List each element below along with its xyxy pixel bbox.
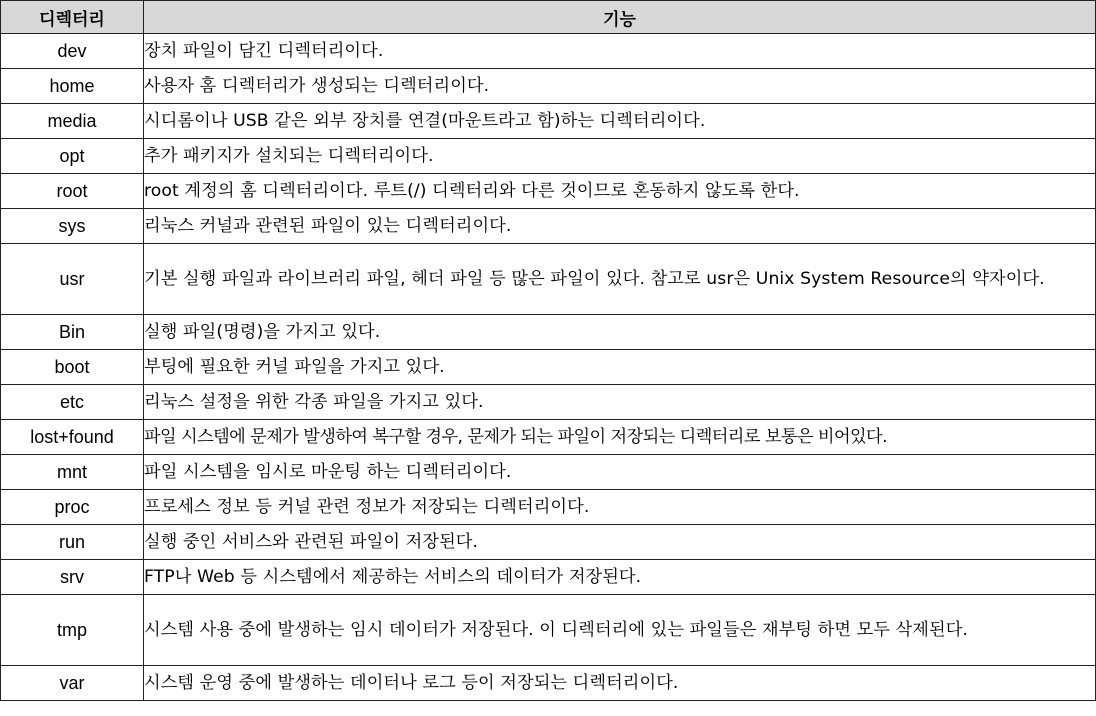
directory-description: 장치 파일이 담긴 디렉터리이다. [144,34,1096,69]
table-row [1,34,1096,69]
table-row [1,385,1096,420]
directory-description: 파일 시스템에 문제가 발생하여 복구할 경우, 문제가 되는 파일이 저장되는 디렉터리로 보통은 비어있다. [144,420,1096,455]
directory-name: root [1,174,144,209]
table-row [1,350,1096,385]
table-row [1,525,1096,560]
directory-description: 시스템 운영 중에 발생하는 데이터나 로그 등이 저장되는 디렉터리이다. [144,666,1096,701]
table-row [1,490,1096,525]
table-row [1,139,1096,174]
directory-description: 사용자 홈 디렉터리가 생성되는 디렉터리이다. [144,69,1096,104]
directory-name: media [1,104,144,139]
table-row [1,455,1096,490]
directory-description: 파일 시스템을 임시로 마운팅 하는 디렉터리이다. [144,455,1096,490]
directory-description: 시디롬이나 USB 같은 외부 장치를 연결(마운트라고 함)하는 디렉터리이다. [144,104,1096,139]
header-function: 기능 [144,1,1096,34]
directory-description: 추가 패키지가 설치되는 디렉터리이다. [144,139,1096,174]
directory-description: 부팅에 필요한 커널 파일을 가지고 있다. [144,350,1096,385]
table-row [1,104,1096,139]
directory-description: 프로세스 정보 등 커널 관련 정보가 저장되는 디렉터리이다. [144,490,1096,525]
directory-name: var [1,666,144,701]
directory-name: tmp [1,595,144,666]
table-row [1,666,1096,701]
directory-description: 실행 파일(명령)을 가지고 있다. [144,315,1096,350]
table-row [1,174,1096,209]
table-row [1,244,1096,315]
directory-name: srv [1,560,144,595]
directory-name: run [1,525,144,560]
table-row [1,69,1096,104]
table-row [1,209,1096,244]
directory-name: mnt [1,455,144,490]
directory-description: 리눅스 설정을 위한 각종 파일을 가지고 있다. [144,385,1096,420]
directory-name: usr [1,244,144,315]
table-row [1,420,1096,455]
directory-description: 기본 실행 파일과 라이브러리 파일, 헤더 파일 등 많은 파일이 있다. 참고로 usr은 Unix System Resource의 약자이다. [144,244,1096,315]
table-row [1,315,1096,350]
directory-name: boot [1,350,144,385]
directory-name: Bin [1,315,144,350]
directory-description: 실행 중인 서비스와 관련된 파일이 저장된다. [144,525,1096,560]
directory-name: home [1,69,144,104]
directory-name: sys [1,209,144,244]
header-row [1,1,1096,34]
directory-description: 리눅스 커널과 관련된 파일이 있는 디렉터리이다. [144,209,1096,244]
table-row [1,595,1096,666]
directory-description: FTP나 Web 등 시스템에서 제공하는 서비스의 데이터가 저장된다. [144,560,1096,595]
directory-name: dev [1,34,144,69]
directory-name: lost+found [1,420,144,455]
header-directory: 디렉터리 [1,1,144,34]
directory-name: etc [1,385,144,420]
directory-name: opt [1,139,144,174]
directory-name: proc [1,490,144,525]
directory-description: root 계정의 홈 디렉터리이다. 루트(/) 디렉터리와 다른 것이므로 혼동하지 않도록 한다. [144,174,1096,209]
table-row [1,560,1096,595]
directory-description: 시스템 사용 중에 발생하는 임시 데이터가 저장된다. 이 디렉터리에 있는 파일들은 재부팅 하면 모두 삭제된다. [144,595,1096,666]
